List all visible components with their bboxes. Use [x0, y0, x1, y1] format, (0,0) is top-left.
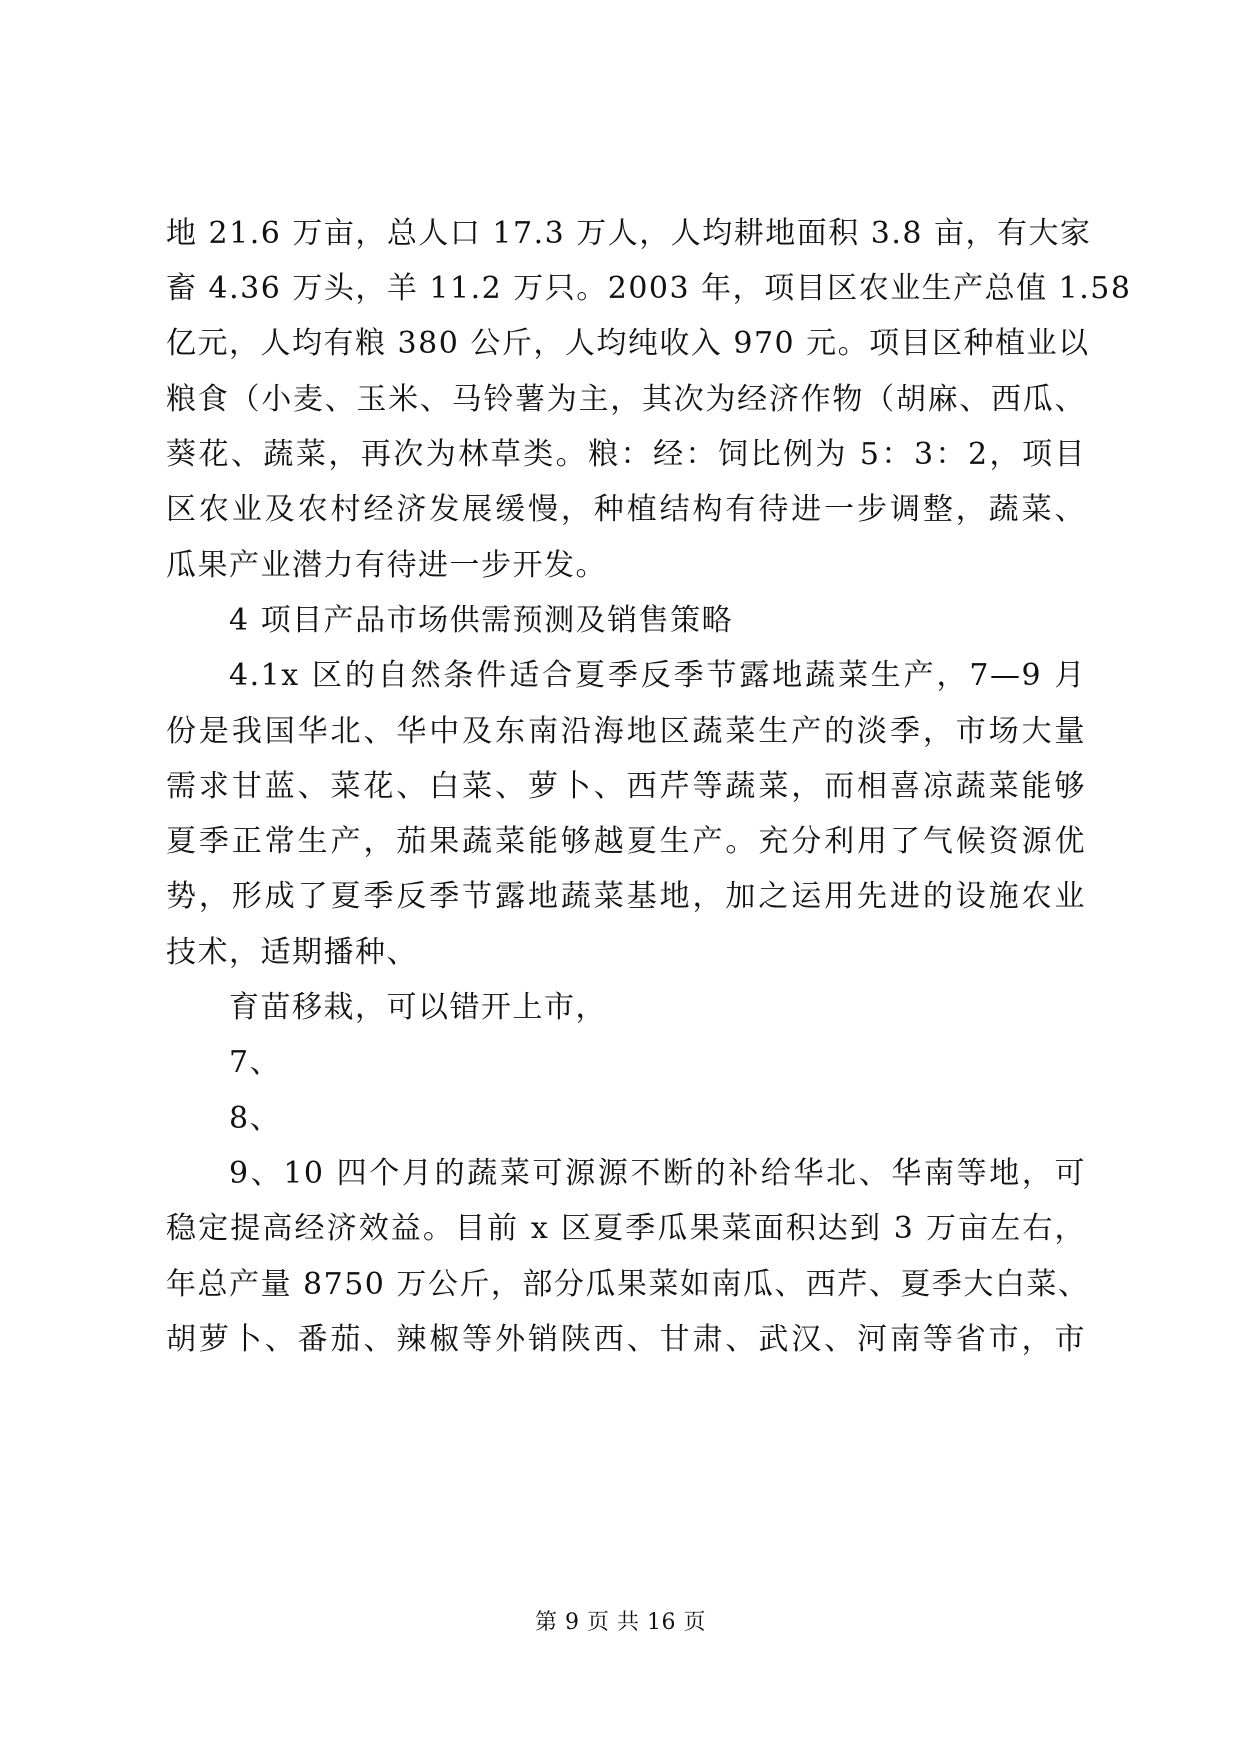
body-line-6: 区农业及农村经济发展缓慢，种植结构有待进一步调整，蔬菜、	[166, 492, 1086, 527]
body-line-4: 粮食（小麦、玉米、马铃薯为主，其次为经济作物（胡麻、西瓜、	[166, 382, 1086, 417]
body-line-10: 份是我国华北、华中及东南沿海地区蔬菜生产的淡季，市场大量	[166, 714, 1086, 749]
body-line-9: 4.1x 区的自然条件适合夏季反季节露地蔬菜生产，7—9 月	[229, 658, 1086, 693]
body-line-21: 胡萝卜、番茄、辣椒等外销陕西、甘肃、武汉、河南等省市，市	[166, 1322, 1086, 1357]
body-line-12: 夏季正常生产，茄果蔬菜能够越夏生产。充分利用了气候资源优	[166, 824, 1086, 859]
body-line-7: 瓜果产业潜力有待进一步开发。	[166, 548, 607, 583]
body-line-14: 技术，适期播种、	[166, 935, 418, 970]
body-line-1: 地 21.6 万亩，总人口 17.3 万人，人均耕地面积 3.8 亩，有大家	[166, 216, 1092, 251]
body-line-5: 葵花、蔬菜，再次为林草类。粮：经：饲比例为 5：3：2，项目	[166, 437, 1086, 472]
body-line-11: 需求甘蓝、菜花、白菜、萝卜、西芹等蔬菜，而相喜凉蔬菜能够	[166, 769, 1086, 804]
body-line-20: 年总产量 8750 万公斤，部分瓜果菜如南瓜、西芹、夏季大白菜、	[166, 1267, 1090, 1302]
section-heading: 4 项目产品市场供需预测及销售策略	[229, 603, 734, 638]
body-line-16: 7、	[229, 1045, 282, 1080]
body-line-18: 9、10 四个月的蔬菜可源源不断的补给华北、华南等地，可	[229, 1156, 1086, 1191]
body-line-19: 稳定提高经济效益。目前 x 区夏季瓜果菜面积达到 3 万亩左右，	[166, 1211, 1086, 1246]
page-number-footer: 第 9 页 共 16 页	[535, 1610, 706, 1635]
body-line-17: 8、	[229, 1101, 282, 1136]
body-line-3: 亿元，人均有粮 380 公斤，人均纯收入 970 元。项目区种植业以	[166, 326, 1090, 361]
body-line-15: 育苗移栽，可以错开上市，	[229, 990, 607, 1025]
body-line-13: 势，形成了夏季反季节露地蔬菜基地，加之运用先进的设施农业	[166, 879, 1086, 914]
body-line-2: 畜 4.36 万头，羊 11.2 万只。2003 年，项目区农业生产总值 1.58	[166, 271, 1132, 306]
